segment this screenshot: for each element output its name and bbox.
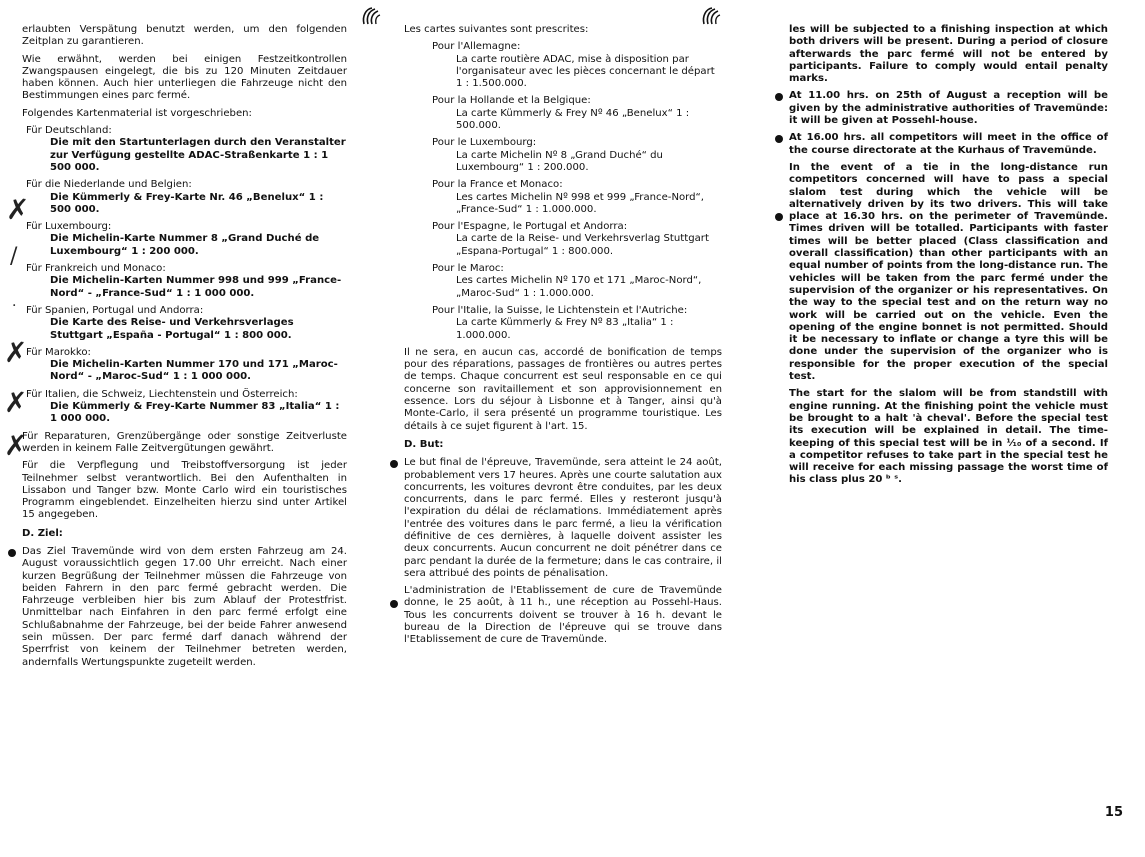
map-description: Die Kümmerly & Frey-Karte Nummer 83 „Italia“ 1 : 1 000 000. <box>50 401 340 425</box>
handwritten-cross-icon: ✗ <box>4 336 28 369</box>
map-description: Die Karte des Reise- und Verkehrsverlages Stuttgart „España - Portugal“ 1 : 800 000. <box>50 317 294 341</box>
paragraph-text: L'administration de l'Etablissement de cure de Travemünde donne, le 25 août, à 11 h., une réception au Possehl-Haus. Tous les concurrents doivent se trouver à 16 h. devant le bureau de la Direction de l'épreuve qui se trouve dans l'Etablissement de cure de Travemünde. <box>404 585 722 646</box>
map-entry <box>404 305 722 342</box>
paragraph-text: In the event of a tie in the long-distance run competitors concerned will have to pass a special slalom test during which the vehicle will be alternatively driven by its two drivers. This will take place at 16.30 hrs. on the perimeter of Travemünde. Times driven will be totalled. Participants with faster times will be better placed (Class classification and overall classification) than other participants with an equal number of points from the long-distance run. The vehicles will be taken from the parc fermé under the supervision of the organizer or his representatives. On the way to the special test and on the return way no work will be carried out on the vehicle. Even the opening of the engine bonnet is not permitted. Should it be necessary to inflate or change a tyre this will be done under the supervision of the organizer who is responsible for the proper execution of the special test. <box>789 161 1108 383</box>
paragraph: Folgendes Kartenmaterial ist vorgeschrieben: <box>22 107 252 119</box>
map-description: Die mit den Startunterlagen durch den Veranstalter zur Verfügung gestellte ADAC-Straßenkarte 1 : 1 500 000. <box>50 137 346 173</box>
map-description: La carte Michelin Nº 8 „Grand Duché“ du Luxembourg“ 1 : 200.000. <box>456 149 663 173</box>
map-entry <box>404 179 722 216</box>
map-country: Pour le Maroc: <box>432 263 504 275</box>
map-description: La carte Kümmerly & Frey Nº 83 „Italia“ 1 : 1.000.000. <box>456 317 674 341</box>
map-country: Für Frankreich und Monaco: <box>26 263 166 275</box>
handwritten-cross-icon: ✗ <box>6 193 30 226</box>
bullet-dot-icon <box>775 93 783 101</box>
rally-logo-icon <box>360 6 382 26</box>
section-heading: D. Ziel: <box>22 527 63 539</box>
paragraph: erlaubten Verspätung benutzt werden, um den folgenden Zeitplan zu garantieren. <box>22 24 347 48</box>
page-number: 15 <box>1104 805 1123 820</box>
map-country: Für Deutschland: <box>26 125 112 137</box>
paragraph: The start for the slalom will be from standstill with engine running. At the finishing point the vehicle must be brought to a halt 'à cheval'. Before the special test its execution will be explained in detail. The time-keeping of this special test will be in ¹⁄₁₀ of a second. If a competitor refuses to take part in the special test he will receive for each missing passage the worst time of his class plus 20 ᵇ ˢ. <box>789 388 1108 486</box>
map-entry <box>404 221 722 258</box>
paragraph <box>789 162 1108 383</box>
bullet-dot-icon <box>775 213 783 221</box>
map-country: Pour la France et Monaco: <box>432 179 563 191</box>
map-country: Pour l'Allemagne: <box>432 41 521 53</box>
map-country: Für Spanien, Portugal und Andorra: <box>26 304 204 316</box>
map-entry <box>22 389 347 426</box>
map-entry <box>404 41 722 90</box>
paragraph <box>22 546 347 669</box>
map-entry <box>22 305 347 342</box>
handwritten-cross-icon: ✗ <box>4 429 28 462</box>
map-description: La carte de la Reise- und Verkehrsverlag Stuttgart „Espana-Portugal“ 1 : 800.000. <box>456 233 709 257</box>
handwritten-tick-icon: / <box>10 244 18 269</box>
map-country: Pour la Hollande et la Belgique: <box>432 95 591 107</box>
map-entry <box>22 125 347 174</box>
bullet-dot-icon <box>390 600 398 608</box>
map-entry <box>404 263 722 300</box>
rally-logo-icon <box>700 6 722 26</box>
paragraph: Für Reparaturen, Grenzübergänge oder sonstige Zeitverluste werden in keinem Falle Zeitvergütungen gewährt. <box>22 430 347 454</box>
map-description: Die Michelin-Karten Nummer 998 und 999 „France-Nord“ - „France-Sud“ 1 : 1 000 000. <box>50 275 342 299</box>
map-country: Pour l'Espagne, le Portugal et Andorra: <box>432 221 628 233</box>
map-description: Die Kümmerly & Frey-Karte Nr. 46 „Benelux“ 1 : 500 000. <box>50 191 324 215</box>
german-column <box>22 24 347 674</box>
paragraph-text: Das Ziel Travemünde wird von dem ersten Fahrzeug am 24. August voraussichtlich gegen 17.00 Uhr erreicht. Nach einer kurzen Begrüßung der Teilnehmer müssen die Fahrzeuge von beiden Fahrern in den parc fermé gebracht werden. Die Fahrzeuge verbleiben hier bis zum Ablauf der Protestfrist. Unmittelbar nach Einfahren in den parc fermé erfolgt eine Schlußabnahme der Fahrzeuge, bei der beide Fahrer anwesend sein müssen. Der parc fermé darf danach während der Sperrfrist von keinem der Teilnehmer betreten werden, andernfalls Wertungspunkte zugeteilt werden. <box>22 545 347 668</box>
map-description: Die Michelin-Karte Nummer 8 „Grand Duché de Luxembourg“ 1 : 200 000. <box>50 233 320 257</box>
bullet-dot-icon <box>390 460 398 468</box>
map-country: Pour l'Italie, la Suisse, le Lichtenstein et l'Autriche: <box>432 304 688 316</box>
paragraph: Wie erwähnt, werden bei einigen Festzeitkontrollen Zwangspausen eingelegt, die bis zu 120 Minuten Zeitdauer haben können. Auch hier unterliegen die Fahrzeuge nicht den Bestimmungen eines parc fermé. <box>22 53 347 102</box>
paragraph <box>404 585 722 646</box>
english-column <box>789 24 1108 492</box>
paragraph <box>404 457 722 580</box>
handwritten-cross-icon: ✗ <box>4 386 28 419</box>
map-country: Für Luxembourg: <box>26 221 112 233</box>
map-description: Les cartes Michelin Nº 998 et 999 „France-Nord“, „France-Sud“ 1 : 1.000.000. <box>456 191 704 215</box>
paragraph: Für die Verpflegung und Treibstoffversorgung ist jeder Teilnehmer selbst verantwortlich. Bei den Aufenthalten in Lissabon und Tanger bzw. Monte Carlo wird ein touristisches Programm eingeblendet. Einzelheiten hierzu sind unter Artikel 15 angegeben. <box>22 460 347 521</box>
paragraph: les will be subjected to a finishing inspection at which both drivers will be present. During a period of closure afterwards the parc fermé will not be entered by participants. Failure to comply would entail penalty marks. <box>789 24 1108 85</box>
map-entry <box>22 263 347 300</box>
paragraph-text: Le but final de l'épreuve, Travemünde, sera atteint le 24 août, probablement vers 17 heures. Après une courte salutation aux concurrents, les voitures devront être conduites, par les deux concurrents, dans le parc fermé. Elles y resteront jusqu'à l'expiration du délai de réclamations. Immédiatement après l'entrée des voitures dans le parc fermé, a lieu la vérification définitive de ces dernières, à laquelle doivent assister les deux concurrents. Aucun concurrent ne doit pénétrer dans ce parc pendant la durée de la fermeture; dans le cas contraire, il sera attribué des points de pénalisation. <box>404 457 722 579</box>
map-entry <box>404 95 722 132</box>
map-country: Für Marokko: <box>26 346 91 358</box>
map-description: Die Michelin-Karten Nummer 170 und 171 „Maroc-Nord“ - „Maroc-Sud“ 1 : 1 000 000. <box>50 359 338 383</box>
map-description: La carte routière ADAC, mise à disposition par l'organisateur avec les pièces concernant le départ 1 : 1.500.000. <box>456 53 715 90</box>
map-country: Für die Niederlande und Belgien: <box>26 179 192 191</box>
bullet-dot-icon <box>775 135 783 143</box>
paragraph-text: At 16.00 hrs. all competitors will meet in the office of the course directorate at the Kurhaus of Travemünde. <box>789 132 1108 156</box>
paragraph-text: At 11.00 hrs. on 25th of August a reception will be given by the administrative authorities of Travemünde: it will be given at Possehl-house. <box>789 90 1108 127</box>
map-description: La carte Kümmerly & Frey Nº 46 „Benelux“ 1 : 500.000. <box>456 107 690 132</box>
paragraph <box>789 90 1108 127</box>
french-column <box>404 24 722 652</box>
bullet-dot-icon <box>8 549 16 557</box>
paragraph: Les cartes suivantes sont prescrites: <box>404 24 589 35</box>
paragraph <box>789 132 1108 157</box>
map-description: Les cartes Michelin Nº 170 et 171 „Maroc-Nord“, „Maroc-Sud“ 1 : 1.000.000. <box>456 275 702 299</box>
map-entry <box>404 137 722 174</box>
handwritten-dot-icon: · <box>12 298 17 314</box>
map-entry <box>22 179 347 216</box>
paragraph: Il ne sera, en aucun cas, accordé de bonification de temps pour des réparations, passages de frontières ou autres pertes de temps. Chaque concurrent est seul responsable en ce qui concerne son ravitaillement et son approvisionnement en essence. Lors du séjour à Lisbonne et à Tanger, ainsi qu'à Monte-Carlo, il sera présenté un programme touristique. Les détails à ce sujet figurent à l'art. 15. <box>404 346 722 432</box>
map-country: Für Italien, die Schweiz, Liechtenstein und Österreich: <box>26 388 298 400</box>
section-heading: D. But: <box>404 438 444 450</box>
map-entry <box>22 221 347 258</box>
map-entry <box>22 347 347 384</box>
map-country: Pour le Luxembourg: <box>432 137 537 149</box>
